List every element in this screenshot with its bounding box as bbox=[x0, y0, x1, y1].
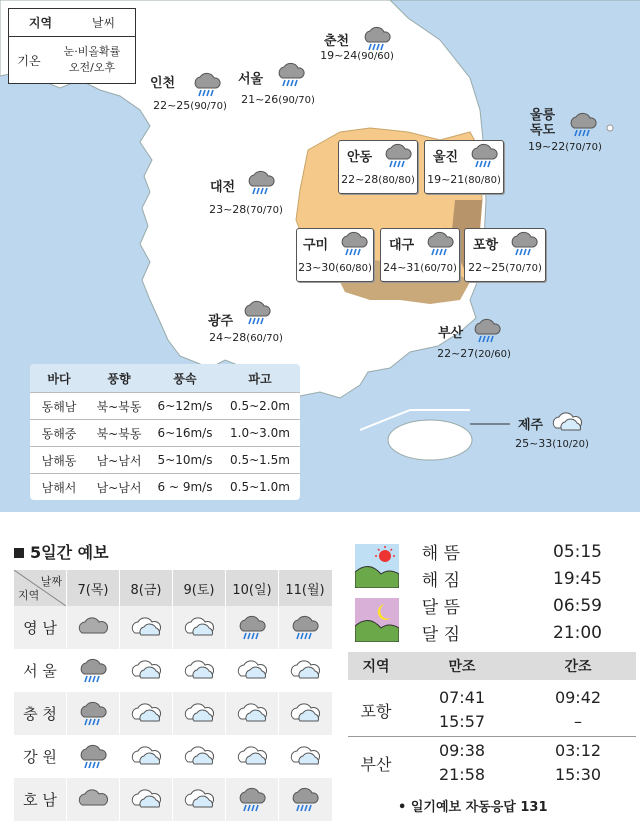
sea-table-row bbox=[30, 392, 300, 419]
tide-high: 21:58 bbox=[438, 765, 486, 784]
forecast-row bbox=[14, 735, 332, 778]
rain-cloud-icon bbox=[76, 658, 110, 684]
city-name: 울릉 bbox=[530, 108, 556, 123]
city-name: 안동 bbox=[347, 150, 373, 165]
forecast-cell bbox=[66, 692, 119, 735]
tide-region: 부산 bbox=[360, 754, 392, 774]
forecast-region: 영 남 bbox=[23, 619, 57, 637]
sea-cell: 6~12m/s bbox=[157, 399, 213, 413]
cloud-icon bbox=[235, 701, 269, 727]
overcast-cloud-icon bbox=[76, 787, 110, 813]
forecast-cell bbox=[225, 606, 278, 649]
sea-cell: 0.5~1.5m bbox=[230, 453, 290, 467]
sun-moon-value: 06:59 bbox=[553, 595, 602, 616]
forecast-title bbox=[14, 540, 109, 563]
overcast-cloud-icon bbox=[76, 615, 110, 641]
map-legend bbox=[8, 8, 136, 84]
city-jeju bbox=[512, 414, 592, 450]
sea-cell: 5~10m/s bbox=[157, 453, 213, 467]
forecast-cell bbox=[172, 692, 225, 735]
city-prob: (90/60) bbox=[357, 51, 394, 62]
city-daejeon bbox=[206, 176, 286, 216]
sea-table-header bbox=[30, 364, 300, 392]
sea-cell: 북~북동 bbox=[96, 426, 142, 441]
sea-cell: 0.5~1.0m bbox=[230, 480, 290, 494]
sea-cell: 남해서 bbox=[41, 480, 77, 495]
cloud-icon bbox=[235, 658, 269, 684]
tide-low: 09:42 bbox=[554, 688, 602, 707]
city-temp: 25~33 bbox=[515, 437, 553, 450]
rain-cloud-icon bbox=[470, 318, 502, 344]
city-name: 대전 bbox=[210, 180, 236, 195]
tide-low: – bbox=[574, 712, 582, 731]
city-ulleung bbox=[528, 108, 606, 153]
tide-row bbox=[348, 680, 636, 734]
forecast-cell bbox=[278, 606, 331, 649]
rain-cloud-icon bbox=[566, 112, 598, 138]
corner-bottom-label: 지역 bbox=[18, 589, 40, 602]
city-temp: 22~28 bbox=[341, 173, 379, 186]
forecast-title-text: 5일간 예보 bbox=[30, 543, 109, 562]
city-temp: 22~27 bbox=[437, 347, 475, 360]
city-name: 포항 bbox=[473, 238, 499, 253]
rain-cloud-icon bbox=[76, 701, 110, 727]
forecast-row bbox=[14, 692, 332, 735]
sea-cell: 동해중 bbox=[41, 426, 77, 441]
forecast-region: 서 울 bbox=[23, 662, 57, 680]
sea-header-cell: 바다 bbox=[47, 371, 71, 386]
tide-header bbox=[348, 652, 636, 680]
forecast-cell bbox=[119, 778, 172, 821]
sun-moon-times bbox=[352, 538, 632, 646]
forecast-cell bbox=[66, 735, 119, 778]
sea-cell: 북~북동 bbox=[96, 399, 142, 414]
tide-high: 15:57 bbox=[438, 712, 486, 731]
cloud-icon bbox=[235, 744, 269, 770]
sea-header-cell: 풍속 bbox=[173, 371, 197, 386]
tide-header-cell: 지역 bbox=[362, 659, 390, 675]
forecast-row bbox=[14, 606, 332, 649]
tide-region: 포항 bbox=[360, 701, 392, 721]
city-name: 부산 bbox=[438, 326, 464, 341]
forecast-cell bbox=[119, 649, 172, 692]
city-prob: (60/70) bbox=[420, 263, 457, 274]
cloud-icon bbox=[129, 787, 163, 813]
rain-cloud-icon bbox=[423, 231, 455, 257]
forecast-cell bbox=[278, 649, 331, 692]
auto-response-note: • 일기예보 자동응답 131 bbox=[398, 800, 548, 815]
tide-low: 15:30 bbox=[554, 765, 602, 784]
city-busan bbox=[434, 318, 514, 360]
sea-header-cell: 파고 bbox=[248, 371, 272, 386]
forecast-cell bbox=[119, 692, 172, 735]
forecast-day: 10(일) bbox=[225, 570, 278, 606]
rain-cloud-icon bbox=[240, 300, 272, 326]
rain-cloud-icon bbox=[507, 231, 539, 257]
forecast-day: 7(목) bbox=[66, 570, 119, 606]
cloud-icon bbox=[182, 701, 216, 727]
city-prob: (80/80) bbox=[378, 175, 415, 186]
forecast-cell bbox=[278, 778, 331, 821]
forecast-region: 호 남 bbox=[23, 791, 57, 809]
tide-header-cell: 간조 bbox=[564, 659, 592, 675]
forecast-cell bbox=[66, 649, 119, 692]
sea-cell: 동해남 bbox=[41, 399, 77, 414]
forecast-cell bbox=[119, 606, 172, 649]
rain-cloud-icon bbox=[76, 744, 110, 770]
tide-table bbox=[348, 652, 636, 787]
forecast-cell bbox=[225, 778, 278, 821]
forecast-cell bbox=[225, 735, 278, 778]
forecast-cell bbox=[172, 735, 225, 778]
city-name: 울진 bbox=[433, 150, 459, 165]
city-temp: 23~28 bbox=[209, 203, 247, 216]
sea-cell: 1.0~3.0m bbox=[230, 426, 290, 440]
cloud-icon bbox=[129, 658, 163, 684]
city-prob: (70/70) bbox=[246, 205, 283, 216]
city-name: 인천 bbox=[150, 76, 176, 91]
city-name: 대구 bbox=[389, 238, 415, 253]
rain-cloud-icon bbox=[337, 231, 369, 257]
cloud-icon bbox=[182, 615, 216, 641]
sea-cell: 6~16m/s bbox=[157, 426, 213, 440]
cloud-icon bbox=[129, 701, 163, 727]
cloud-icon bbox=[288, 701, 322, 727]
sea-cell: 남~남서 bbox=[96, 480, 142, 495]
sea-cell: 0.5~2.0m bbox=[230, 399, 290, 413]
cloud-icon bbox=[288, 744, 322, 770]
forecast-row bbox=[14, 649, 332, 692]
city-temp: 22~25 bbox=[468, 261, 506, 274]
forecast-cell bbox=[66, 778, 119, 821]
city-temp: 24~31 bbox=[383, 261, 421, 274]
legend-rain-line1: 눈·비올확률 bbox=[63, 45, 121, 58]
city-prob: (70/70) bbox=[565, 142, 602, 153]
city-name2: 독도 bbox=[530, 123, 556, 138]
sea-table-row bbox=[30, 419, 300, 446]
sun-moon-label: 달 뜸 bbox=[421, 598, 460, 618]
sun-moon-row bbox=[352, 619, 632, 646]
tide-high: 07:41 bbox=[438, 688, 486, 707]
forecast-cell bbox=[278, 735, 331, 778]
forecast-table bbox=[14, 570, 332, 821]
city-temp: 24~28 bbox=[209, 331, 247, 344]
forecast-cell bbox=[66, 606, 119, 649]
city-prob: (20/60) bbox=[474, 349, 511, 360]
title-bullet-icon bbox=[14, 548, 24, 558]
city-name: 춘천 bbox=[324, 34, 350, 49]
city-temp: 22~25 bbox=[153, 99, 191, 112]
tide-low: 03:12 bbox=[554, 741, 602, 760]
forecast-day: 9(토) bbox=[172, 570, 225, 606]
city-temp: 19~24 bbox=[320, 49, 358, 62]
city-prob: (60/80) bbox=[335, 263, 372, 274]
forecast-cell bbox=[225, 692, 278, 735]
city-name: 구미 bbox=[303, 238, 329, 253]
city-uljin bbox=[424, 140, 504, 194]
sea-table-row bbox=[30, 446, 300, 473]
city-incheon bbox=[150, 72, 230, 112]
forecast-cell bbox=[119, 735, 172, 778]
forecast-header bbox=[14, 570, 332, 606]
forecast-day: 11(월) bbox=[278, 570, 331, 606]
forecast-cell bbox=[225, 649, 278, 692]
city-gumi bbox=[296, 228, 374, 282]
city-prob: (80/80) bbox=[464, 175, 501, 186]
city-temp: 19~21 bbox=[427, 173, 465, 186]
rain-cloud-icon bbox=[288, 615, 322, 641]
city-prob: (90/70) bbox=[190, 101, 227, 112]
sun-moon-value: 21:00 bbox=[553, 622, 602, 643]
sun-moon-value: 05:15 bbox=[553, 541, 602, 562]
city-name: 광주 bbox=[208, 314, 234, 329]
sun-moon-row bbox=[352, 538, 632, 565]
sun-moon-label: 해 뜸 bbox=[421, 544, 460, 564]
sea-header-cell: 풍향 bbox=[107, 371, 131, 386]
corner-top-label: 날짜 bbox=[40, 575, 62, 588]
city-temp: 21~26 bbox=[241, 93, 279, 106]
forecast-cell bbox=[278, 692, 331, 735]
sun-moon-value: 19:45 bbox=[553, 568, 602, 589]
forecast-corner bbox=[14, 570, 66, 606]
forecast-row bbox=[14, 778, 332, 821]
sea-cell: 6 ~ 9m/s bbox=[157, 480, 213, 494]
legend-temp-label: 기온 bbox=[17, 53, 41, 68]
tide-row bbox=[348, 737, 636, 787]
cloud-icon bbox=[288, 658, 322, 684]
tide-high: 09:38 bbox=[438, 741, 486, 760]
cloud-icon bbox=[129, 744, 163, 770]
city-chuncheon bbox=[320, 30, 394, 62]
sun-moon-row bbox=[352, 565, 632, 592]
cloud-icon bbox=[129, 615, 163, 641]
rain-cloud-icon bbox=[235, 787, 269, 813]
forecast-region: 충 청 bbox=[23, 705, 57, 723]
forecast-day: 8(금) bbox=[119, 570, 172, 606]
city-gwangju bbox=[206, 300, 286, 344]
rain-cloud-icon bbox=[235, 615, 269, 641]
city-andong bbox=[338, 140, 418, 194]
city-prob: (70/70) bbox=[505, 263, 542, 274]
sea-table-row bbox=[30, 473, 300, 500]
rain-cloud-icon bbox=[190, 72, 222, 98]
sea-cell: 남해동 bbox=[41, 453, 77, 468]
sea-cell: 남~남서 bbox=[96, 453, 142, 468]
city-prob: (60/70) bbox=[246, 333, 283, 344]
city-prob: (90/70) bbox=[278, 95, 315, 106]
cloud-icon bbox=[182, 658, 216, 684]
forecast-region: 강 원 bbox=[23, 748, 57, 766]
cloud-icon bbox=[182, 787, 216, 813]
city-name: 서울 bbox=[238, 72, 264, 87]
sun-moon-label: 해 짐 bbox=[421, 571, 460, 591]
forecast-cell bbox=[172, 778, 225, 821]
forecast-cell bbox=[172, 649, 225, 692]
tide-header-cell: 만조 bbox=[448, 659, 476, 675]
legend-region-label: 지역 bbox=[28, 16, 53, 30]
city-name: 제주 bbox=[518, 418, 544, 433]
city-temp: 19~22 bbox=[528, 140, 566, 153]
cloud-icon bbox=[550, 410, 584, 434]
sun-moon-label: 달 짐 bbox=[421, 625, 460, 645]
legend-rain-line2: 오전/오후 bbox=[68, 61, 116, 74]
sun-moon-row bbox=[352, 592, 632, 619]
rain-cloud-icon bbox=[360, 26, 392, 52]
city-pohang bbox=[464, 228, 546, 282]
cloud-icon bbox=[182, 744, 216, 770]
forecast-cell bbox=[172, 606, 225, 649]
sea-conditions-table bbox=[30, 364, 300, 500]
city-prob: (10/20) bbox=[552, 439, 589, 450]
rain-cloud-icon bbox=[288, 787, 322, 813]
rain-cloud-icon bbox=[467, 143, 499, 169]
rain-cloud-icon bbox=[381, 143, 413, 169]
city-daegu bbox=[380, 228, 460, 282]
rain-cloud-icon bbox=[244, 170, 276, 196]
city-temp: 23~30 bbox=[298, 261, 336, 274]
rain-cloud-icon bbox=[274, 62, 306, 88]
city-seoul bbox=[238, 68, 318, 106]
legend-weather-label: 날씨 bbox=[91, 16, 116, 30]
